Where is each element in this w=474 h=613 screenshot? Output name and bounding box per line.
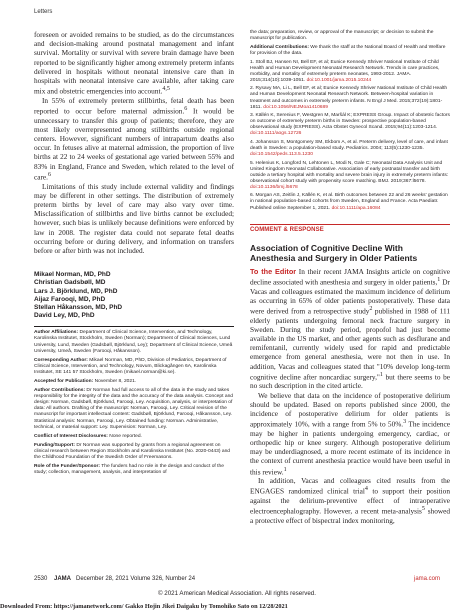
reference-item: 3. Källén K, Serenius F, Westgren M, Maršál K; EXPRESS Group. Impact of obstetric factors on outcome of extremely preterm births in Sweden: prospective population-based observational study (EXPRESS). Acta Obstet Gynecol Scand. 2015;94(11):1203-1214. doi:10.1111/aogs.12726 [250, 113, 450, 137]
author-name: Stellan Håkansson, MD, PhD [34, 303, 123, 311]
corresponding-author: Corresponding Author: Mikael Norman, MD, PhD, Division of Pediatrics, Department of Clinical Science, Intervention, and Technology, Novum, Blickagången 6A, Karolinska Institutet, SE 141 57 Stockholm, Sweden (mikael.norman@ki.se). [34, 357, 227, 375]
paragraph: foreseen or avoided remains to be studied, as do the circumstances and decision-making around postnatal management and infant survival. Mortality or survival with severe brain damage have been reported to be significantly higher among extremely preterm infants delivered in hospitals without neonatal intensive care than in hospitals with neonatal intensive care available, after taking care mix and obstetric emergencies into account.$^{4,5}$ [34, 30, 234, 96]
reference-item: 2. Rysavy MA, Li L, Bell EF, et al; Eunice Kennedy Shriver National Institute of Child Health and Human Development Neonatal Research Network. Between-hospital variation in treatment and outcomes in extremely preterm infants. N Engl J Med. 2015;372(19):1801-1811. doi:10.1056/NEJMoa1410689 [250, 86, 448, 110]
author-affiliations: Author Affiliations: Department of Clinical Science, Intervention, and Technology, Karolinska Institutet, Stockholm, Sweden (Norman); Department of Clinical Sciences, Lund University, Lund, Sweden (Gadsbøll, Björklund, Ley); Department of Clinical Science, Umeå University, Umeå, Sweden (Farooqi, Håkansson). [34, 330, 233, 354]
copyright-notice: © 2021 American Medical Association. All rights reserved. [158, 590, 316, 597]
additional-contributions: Additional Contributions: We thank the staff at the National Board of Health and Welfare for provision of the data. [250, 44, 446, 56]
journal-site-link[interactable]: jama.com [413, 576, 440, 582]
paragraph: To the Editor In their recent JAMA Insights article on cognitive decline associated with anesthesia and surgery in older patients,$^1$ Dr Vacas and colleagues estimated the maximum incidence of delirium as occurring in 65% of older patients postoperatively. These data were derived from a retrospective study$^2$ published in 1988 of 111 elderly patients undergoing femoral neck fracture surgery in Sweden. During the study period, propofol had just become available in the US market, and other agents such as desflurane and remifentanil, currently widely used for rapid and predictable emergence from general anesthesia, were not then in use. In addition, Vacas and colleagues stated that "10% develop long-term cognitive decline after noncardiac surgery,"$^1$ but there seems to be no such description in the cited article. [250, 266, 450, 391]
paragraph: In 55% of extremely preterm stillbirths, fetal death has been reported to occur before maternal admission.$^6$ It would be unnecessary to transfer this group of patients; therefore, they are most likely overrepresented among stillbirths outside regional centers. However, significant numbers of intrapartum deaths also occur. In fetuses alive at maternal admission, the proportion of live births at 22 to 24 weeks of gestational age varied between 55% and 83% in England, France and Sweden, which related to the level of care.$^6$ [34, 95, 234, 182]
section-label: Letters [34, 9, 53, 15]
author-name: Aijaz Farooqi, MD, PhD [34, 295, 106, 303]
paragraph: In addition, Vacas and colleagues cited results from the ENGAGES randomized clinical trial$^4$ to support their position against the delirium-preventive effect of intraoperative electroencephalography. However, a recent meta-analysis$^5$ showed a protective effect of bispectral index monitoring, [250, 476, 450, 525]
reference-item: 6. Morgan AS, Zeitlin J, Källén K, et al. Birth outcomes between 22 and 26 weeks' gestation in national population-based cohorts from Sweden, England and France. Acta Paediatr. Published online September 1, 2021. doi:10.1111/apa.16084 [250, 193, 448, 211]
author-name: Lars J. Björklund, MD, PhD [34, 287, 118, 295]
letter-title: Association of Cognitive Decline With Anesthesia and Surgery in Older Patients [250, 242, 418, 264]
article-information [34, 326, 234, 476]
paragraph: We believe that data on the incidence of postoperative delirium should be updated. Based on reports published since 2000, the incidence of postoperative delirium for older patients is approximately 10%, with a range from 5% to 50%.$^3$ The incidence may be higher in patients undergoing emergency, cardiac, or orthopedic hip or knee surgery. Although postoperative delirium may be underdiagnosed, a more recent estimate of its incidence in the context of current anesthesia practice would have been useful in this review.$^1$ [250, 390, 450, 477]
doi-link[interactable]: doi:10.1111/aogs.12726 [250, 131, 302, 137]
download-stamp: Downloaded From: https://jamanetwork.com/ Gakko Hojin Jikei Daigaku by Tomohiko Sato on 12/28/2021 [0, 603, 288, 610]
reference-list [250, 60, 450, 212]
funder-role-continued: the data; preparation, review, or approval of the manuscript; or decision to submit the manuscript for publication. [250, 30, 434, 42]
author-name: David Ley, MD, PhD [34, 312, 95, 320]
doi-link[interactable]: doi:10.1542/peds.113.5.1230 [250, 152, 313, 158]
doi-link[interactable]: doi:10.1136/bmj.l5678 [250, 184, 298, 190]
issue-info: December 28, 2021 Volume 326, Number 24 [76, 576, 196, 582]
doi-link[interactable]: doi:10.1001/jama.2015.10244 [306, 77, 372, 83]
page-number: 2530 [34, 576, 48, 582]
accepted-date: Accepted for Publication: November 8, 2021. [34, 379, 137, 385]
reference-item: 5. Helenius K, Longford N, Lehtonen L, Modi N, Gale C; Neonatal Data Analysis Unit and United Kingdom Neonatal Collaborative. Association of early postnatal transfer and birth outside a tertiary hospital with mortality and severe brain injury in extremely preterm infants: observational cohort study with propensity score matching. BMJ. 2019;367:l5678. doi:10.1136/bmj.l5678 [250, 160, 449, 190]
author-list [34, 271, 234, 320]
paragraph: Limitations of this study include external validity and findings may be different in other settings. The distribution of extremely preterm births by level of care may also vary over time. Misclassification of stillbirths and live births cannot be excluded; however, such bias is unlikely because definitions were enforced by law in 2008. The register data could not separate fetal deaths occurring before or during delivery, and information on transfers before or after birth was not included. [34, 181, 234, 255]
left-column [34, 30, 234, 479]
author-name: Christian Gadsbøll, MD [34, 279, 106, 287]
right-column [250, 30, 450, 525]
doi-link[interactable]: doi:10.1056/NEJMoa1410689 [263, 104, 328, 110]
funder-role: Role of the Funder/Sponsor: The funders had no role in the design and conduct of the study; collection, management, analysis, and interpretation of [34, 464, 224, 476]
comment-response-heading: COMMENT & RESPONSE [250, 224, 450, 233]
journal-name: JAMA [54, 576, 72, 582]
author-name: Mikael Norman, MD, PhD [34, 271, 111, 279]
editor-label: To the Editor [250, 266, 297, 276]
reference-item: 4. Johansson S, Montgomery SM, Ekbom A, et al. Preterm delivery, level of care, and infant death in Sweden: a population-based study. Pediatrics. 2004; 113(5):1230-1235. doi:10.1542/peds.113.5.1230 [250, 139, 448, 158]
author-contributions: Author Contributions: Dr Norman had full access to all of the data in the study and takes responsibility for the integrity of the data and the accuracy of the data analysis. Concept and design: Norman, Gadsbøll, Björklund, Farooqi, Ley. Acquisition, analysis, or interpretation of data: All authors. Drafting of the manuscript: Norman, Farooqi, Ley. Critical revision of the manuscript for important intellectual content: Gadsbøll, Björklund, Farooqi, Håkansson, Ley. Statistical analysis: Norman, Farooqi, Ley. Obtained funding: Norman. Administrative, technical, or material support: Ley. Supervision: Norman, Ley. [34, 388, 234, 430]
doi-link[interactable]: doi:10.1111/apa.16084 [331, 205, 381, 211]
conflict-disclosures: Conflict of Interest Disclosures: None reported. [34, 433, 142, 439]
funding-support: Funding/Support: Dr Norman was supported by grants from a regional agreement on clinical research between Region Stockholm and Karolinska Institutet (No. 2020-0443) and the Childhood Foundation of the Swedish Order of Freemasons. [34, 442, 231, 461]
reference-item: 1. Stoll BJ, Hansen NI, Bell EF, et al; Eunice Kennedy Shriver National Institute of Child Health and Human Development Neonatal Research Network. Trends in care practices, morbidity, and mortality of extremely preterm neonates, 1993-2012. JAMA. 2015;314(10):1039-1051. doi:10.1001/jama.2015.10244 [250, 59, 440, 83]
page-footer [34, 576, 440, 586]
